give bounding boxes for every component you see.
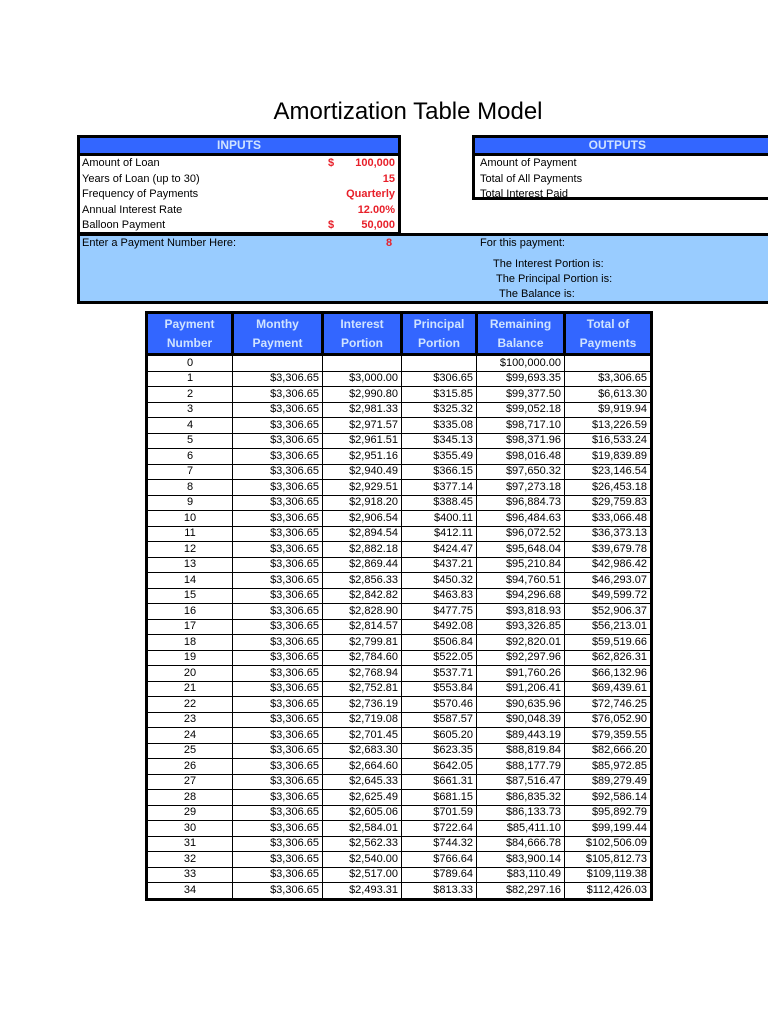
remaining-balance-cell: $82,297.16 [477, 883, 565, 900]
table-row [147, 852, 652, 868]
total-payments-cell: $66,132.96 [565, 666, 652, 682]
monthly-payment-cell: $3,306.65 [233, 821, 323, 837]
remaining-balance-cell: $88,819.84 [477, 743, 565, 759]
table-row [147, 402, 652, 418]
monthly-payment-cell: $3,306.65 [233, 805, 323, 821]
outputs-panel [472, 135, 768, 200]
monthly-payment-cell: $3,306.65 [233, 418, 323, 434]
column-header [233, 313, 323, 355]
payment-number-cell: 1 [147, 371, 233, 387]
monthly-payment-cell: $3,306.65 [233, 681, 323, 697]
column-header-line1: Total of [586, 316, 630, 331]
total-payments-cell: $59,519.66 [565, 635, 652, 651]
currency-symbol: $ [328, 157, 335, 169]
monthly-payment-cell: $3,306.65 [233, 743, 323, 759]
total-payments-cell: $9,919.94 [565, 402, 652, 418]
total-payments-cell: $23,146.54 [565, 464, 652, 480]
inputs-header: INPUTS [80, 138, 398, 156]
interest-portion-cell: $2,814.57 [323, 619, 402, 635]
payment-number-cell: 26 [147, 759, 233, 775]
remaining-balance-cell: $97,650.32 [477, 464, 565, 480]
payment-lookup-panel [77, 233, 768, 304]
table-row [147, 635, 652, 651]
table-row [147, 728, 652, 744]
column-header-line1: Monthy [256, 316, 299, 331]
interest-portion-cell: $2,645.33 [323, 774, 402, 790]
inputs-panel [77, 135, 401, 235]
monthly-payment-cell: $3,306.65 [233, 511, 323, 527]
payment-number-cell: 17 [147, 619, 233, 635]
principal-portion-cell: $570.46 [402, 697, 477, 713]
input-label: Balloon Payment [82, 219, 166, 231]
table-row [147, 418, 652, 434]
monthly-payment-cell: $3,306.65 [233, 402, 323, 418]
payment-number-cell: 2 [147, 387, 233, 403]
payment-number-cell: 28 [147, 790, 233, 806]
interest-portion-cell: $2,625.49 [323, 790, 402, 806]
interest-portion-cell: $2,894.54 [323, 526, 402, 542]
monthly-payment-cell: $3,306.65 [233, 712, 323, 728]
payment-number-cell: 3 [147, 402, 233, 418]
total-payments-cell: $109,119.38 [565, 867, 652, 883]
principal-portion-cell: $437.21 [402, 557, 477, 573]
remaining-balance-cell: $96,484.63 [477, 511, 565, 527]
interest-portion-cell: $2,869.44 [323, 557, 402, 573]
table-row [147, 883, 652, 900]
payment-number-cell: 9 [147, 495, 233, 511]
principal-portion-cell: $450.32 [402, 573, 477, 589]
remaining-balance-cell: $92,297.96 [477, 650, 565, 666]
principal-portion-cell: $642.05 [402, 759, 477, 775]
payment-number-cell: 18 [147, 635, 233, 651]
interest-portion-cell: $3,000.00 [323, 371, 402, 387]
interest-portion-cell: $2,990.80 [323, 387, 402, 403]
payment-number-cell: 11 [147, 526, 233, 542]
total-payments-cell: $92,586.14 [565, 790, 652, 806]
principal-portion-cell: $661.31 [402, 774, 477, 790]
table-row [147, 511, 652, 527]
payment-number-cell: 22 [147, 697, 233, 713]
payment-number-cell: 7 [147, 464, 233, 480]
monthly-payment-cell: $3,306.65 [233, 774, 323, 790]
interest-portion-cell: $2,799.81 [323, 635, 402, 651]
principal-portion-cell: $522.05 [402, 650, 477, 666]
total-payments-cell: $105,812.73 [565, 852, 652, 868]
principal-portion-cell: $315.85 [402, 387, 477, 403]
table-row [147, 355, 652, 372]
input-label: Years of Loan (up to 30) [82, 172, 200, 185]
payment-number-cell: 4 [147, 418, 233, 434]
total-payments-cell: $49,599.72 [565, 588, 652, 604]
interest-portion-cell: $2,540.00 [323, 852, 402, 868]
principal-portion-label: The Principal Portion is: [496, 273, 613, 285]
principal-portion-cell: $492.08 [402, 619, 477, 635]
remaining-balance-cell: $83,900.14 [477, 852, 565, 868]
principal-portion-cell: $681.15 [402, 790, 477, 806]
table-row [147, 526, 652, 542]
monthly-payment-cell: $3,306.65 [233, 557, 323, 573]
remaining-balance-cell: $87,516.47 [477, 774, 565, 790]
remaining-balance-cell: $92,820.01 [477, 635, 565, 651]
total-payments-cell: $36,373.13 [565, 526, 652, 542]
principal-portion-cell [402, 355, 477, 372]
monthly-payment-cell: $3,306.65 [233, 387, 323, 403]
column-header [565, 313, 652, 355]
table-row [147, 697, 652, 713]
interest-portion-cell: $2,768.94 [323, 666, 402, 682]
input-label: Frequency of Payments [82, 188, 199, 200]
interest-portion-cell: $2,951.16 [323, 449, 402, 465]
principal-portion-cell: $623.35 [402, 743, 477, 759]
interest-portion-cell [323, 355, 402, 372]
interest-portion-cell: $2,842.82 [323, 588, 402, 604]
interest-portion-cell: $2,961.51 [323, 433, 402, 449]
remaining-balance-cell: $89,443.19 [477, 728, 565, 744]
column-header-line2: Portion [418, 335, 460, 350]
interest-portion-cell: $2,918.20 [323, 495, 402, 511]
principal-portion-cell: $388.45 [402, 495, 477, 511]
total-payments-cell: $52,906.37 [565, 604, 652, 620]
principal-portion-cell: $722.64 [402, 821, 477, 837]
monthly-payment-cell: $3,306.65 [233, 836, 323, 852]
output-label-payment: Amount of Payment [480, 157, 577, 169]
payment-number-cell: 5 [147, 433, 233, 449]
interest-portion-cell: $2,856.33 [323, 573, 402, 589]
remaining-balance-cell: $99,377.50 [477, 387, 565, 403]
total-payments-cell: $13,226.59 [565, 418, 652, 434]
remaining-balance-cell: $91,206.41 [477, 681, 565, 697]
table-row [147, 759, 652, 775]
payment-number-cell: 10 [147, 511, 233, 527]
column-header-line2: Balance [497, 335, 544, 350]
total-payments-cell: $29,759.83 [565, 495, 652, 511]
total-payments-cell: $46,293.07 [565, 573, 652, 589]
table-row [147, 449, 652, 465]
remaining-balance-cell: $99,052.18 [477, 402, 565, 418]
principal-portion-cell: $553.84 [402, 681, 477, 697]
column-header-line2: Portion [341, 335, 383, 350]
input-value[interactable]: Quarterly [346, 188, 395, 200]
total-payments-cell: $62,826.31 [565, 650, 652, 666]
monthly-payment-cell: $3,306.65 [233, 573, 323, 589]
remaining-balance-cell: $90,048.39 [477, 712, 565, 728]
payment-number-cell: 23 [147, 712, 233, 728]
input-value[interactable]: 15 [382, 172, 395, 185]
monthly-payment-cell: $3,306.65 [233, 759, 323, 775]
table-row [147, 619, 652, 635]
table-row [147, 666, 652, 682]
input-row [80, 218, 398, 234]
principal-portion-cell: $744.32 [402, 836, 477, 852]
currency-symbol: $ [328, 219, 335, 231]
monthly-payment-cell [233, 355, 323, 372]
interest-portion-cell: $2,584.01 [323, 821, 402, 837]
column-header [402, 313, 477, 355]
monthly-payment-cell: $3,306.65 [233, 790, 323, 806]
remaining-balance-cell: $100,000.00 [477, 355, 565, 372]
interest-portion-cell: $2,906.54 [323, 511, 402, 527]
payment-number-cell: 34 [147, 883, 233, 900]
table-row [147, 371, 652, 387]
column-header [323, 313, 402, 355]
payment-number-cell: 6 [147, 449, 233, 465]
table-row [147, 387, 652, 403]
interest-portion-cell: $2,562.33 [323, 836, 402, 852]
principal-portion-cell: $366.15 [402, 464, 477, 480]
interest-portion-cell: $2,981.33 [323, 402, 402, 418]
remaining-balance-cell: $96,072.52 [477, 526, 565, 542]
table-row [147, 604, 652, 620]
remaining-balance-cell: $95,648.04 [477, 542, 565, 558]
interest-portion-cell: $2,940.49 [323, 464, 402, 480]
principal-portion-cell: $813.33 [402, 883, 477, 900]
remaining-balance-cell: $98,717.10 [477, 418, 565, 434]
remaining-balance-cell: $97,273.18 [477, 480, 565, 496]
monthly-payment-cell: $3,306.65 [233, 464, 323, 480]
payment-number-cell: 0 [147, 355, 233, 372]
input-row [80, 187, 398, 203]
payment-number-cell: 32 [147, 852, 233, 868]
table-row [147, 433, 652, 449]
remaining-balance-cell: $94,296.68 [477, 588, 565, 604]
column-header-line1: Remaining [489, 316, 552, 331]
interest-portion-cell: $2,882.18 [323, 542, 402, 558]
column-header-line2: Number [166, 335, 213, 350]
payment-number-cell: 19 [147, 650, 233, 666]
total-payments-cell: $99,199.44 [565, 821, 652, 837]
total-payments-cell: $69,439.61 [565, 681, 652, 697]
balance-label: The Balance is: [499, 288, 575, 300]
interest-portion-cell: $2,719.08 [323, 712, 402, 728]
principal-portion-cell: $345.13 [402, 433, 477, 449]
monthly-payment-cell: $3,306.65 [233, 728, 323, 744]
monthly-payment-cell: $3,306.65 [233, 433, 323, 449]
interest-portion-cell: $2,828.90 [323, 604, 402, 620]
payment-number-cell: 8 [147, 480, 233, 496]
table-row [147, 464, 652, 480]
monthly-payment-cell: $3,306.65 [233, 697, 323, 713]
table-row [147, 495, 652, 511]
monthly-payment-cell: $3,306.65 [233, 604, 323, 620]
remaining-balance-cell: $98,016.48 [477, 449, 565, 465]
remaining-balance-cell: $91,760.26 [477, 666, 565, 682]
payment-number-input[interactable]: 8 [386, 237, 393, 249]
principal-portion-cell: $587.57 [402, 712, 477, 728]
principal-portion-cell: $605.20 [402, 728, 477, 744]
total-payments-cell: $6,613.30 [565, 387, 652, 403]
monthly-payment-cell: $3,306.65 [233, 867, 323, 883]
remaining-balance-cell: $98,371.96 [477, 433, 565, 449]
remaining-balance-cell: $93,818.93 [477, 604, 565, 620]
remaining-balance-cell: $95,210.84 [477, 557, 565, 573]
amortization-table [145, 311, 653, 901]
total-payments-cell: $33,066.48 [565, 511, 652, 527]
principal-portion-cell: $506.84 [402, 635, 477, 651]
remaining-balance-cell: $85,411.10 [477, 821, 565, 837]
remaining-balance-cell: $94,760.51 [477, 573, 565, 589]
input-value[interactable]: 50,000 [361, 219, 395, 231]
total-payments-cell: $79,359.55 [565, 728, 652, 744]
total-payments-cell: $89,279.49 [565, 774, 652, 790]
column-header-line1: Interest [340, 316, 384, 331]
column-header-line1: Principal [413, 316, 465, 331]
monthly-payment-cell: $3,306.65 [233, 666, 323, 682]
payment-number-cell: 27 [147, 774, 233, 790]
total-payments-cell: $3,306.65 [565, 371, 652, 387]
principal-portion-cell: $335.08 [402, 418, 477, 434]
column-header [477, 313, 565, 355]
total-payments-cell: $85,972.85 [565, 759, 652, 775]
payment-number-cell: 12 [147, 542, 233, 558]
principal-portion-cell: $325.32 [402, 402, 477, 418]
column-header-line2: Payment [252, 335, 303, 350]
payment-number-cell: 21 [147, 681, 233, 697]
payment-number-cell: 14 [147, 573, 233, 589]
interest-portion-cell: $2,683.30 [323, 743, 402, 759]
input-value[interactable]: 100,000 [355, 157, 395, 169]
monthly-payment-cell: $3,306.65 [233, 588, 323, 604]
principal-portion-cell: $355.49 [402, 449, 477, 465]
payment-number-prompt: Enter a Payment Number Here: [82, 237, 237, 249]
interest-portion-cell: $2,929.51 [323, 480, 402, 496]
total-payments-cell: $42,986.42 [565, 557, 652, 573]
total-payments-cell: $19,839.89 [565, 449, 652, 465]
monthly-payment-cell: $3,306.65 [233, 526, 323, 542]
remaining-balance-cell: $83,110.49 [477, 867, 565, 883]
table-row [147, 836, 652, 852]
table-row [147, 557, 652, 573]
total-payments-cell: $76,052.90 [565, 712, 652, 728]
interest-portion-cell: $2,701.45 [323, 728, 402, 744]
remaining-balance-cell: $86,133.73 [477, 805, 565, 821]
monthly-payment-cell: $3,306.65 [233, 371, 323, 387]
total-payments-cell: $16,533.24 [565, 433, 652, 449]
principal-portion-cell: $424.47 [402, 542, 477, 558]
payment-number-cell: 33 [147, 867, 233, 883]
principal-portion-cell: $766.64 [402, 852, 477, 868]
monthly-payment-cell: $3,306.65 [233, 650, 323, 666]
table-row [147, 743, 652, 759]
table-row [147, 774, 652, 790]
output-label-total-payments: Total of All Payments [480, 172, 583, 185]
monthly-payment-cell: $3,306.65 [233, 635, 323, 651]
interest-portion-cell: $2,971.57 [323, 418, 402, 434]
output-label-total-interest: Total Interest Paid [480, 188, 569, 200]
input-value[interactable]: 12.00% [357, 203, 395, 216]
page-title: Amortization Table Model [273, 98, 543, 125]
interest-portion-cell: $2,517.00 [323, 867, 402, 883]
table-row [147, 821, 652, 837]
column-header-line2: Payments [579, 335, 637, 350]
payment-number-cell: 30 [147, 821, 233, 837]
outputs-header: OUTPUTS [475, 138, 768, 156]
payment-number-cell: 29 [147, 805, 233, 821]
monthly-payment-cell: $3,306.65 [233, 542, 323, 558]
payment-number-cell: 24 [147, 728, 233, 744]
principal-portion-cell: $701.59 [402, 805, 477, 821]
total-payments-cell: $56,213.01 [565, 619, 652, 635]
remaining-balance-cell: $86,835.32 [477, 790, 565, 806]
principal-portion-cell: $537.71 [402, 666, 477, 682]
total-payments-cell: $112,426.03 [565, 883, 652, 900]
monthly-payment-cell: $3,306.65 [233, 852, 323, 868]
column-header [147, 313, 233, 355]
payment-number-cell: 15 [147, 588, 233, 604]
interest-portion-cell: $2,664.60 [323, 759, 402, 775]
remaining-balance-cell: $90,635.96 [477, 697, 565, 713]
total-payments-cell: $102,506.09 [565, 836, 652, 852]
interest-portion-label: The Interest Portion is: [493, 258, 604, 270]
total-payments-cell: $82,666.20 [565, 743, 652, 759]
payment-number-cell: 20 [147, 666, 233, 682]
monthly-payment-cell: $3,306.65 [233, 449, 323, 465]
table-row [147, 790, 652, 806]
total-payments-cell: $72,746.25 [565, 697, 652, 713]
input-label: Amount of Loan [82, 157, 160, 169]
remaining-balance-cell: $88,177.79 [477, 759, 565, 775]
input-label: Annual Interest Rate [82, 203, 183, 216]
interest-portion-cell: $2,784.60 [323, 650, 402, 666]
principal-portion-cell: $789.64 [402, 867, 477, 883]
principal-portion-cell: $377.14 [402, 480, 477, 496]
table-row [147, 712, 652, 728]
total-payments-cell: $95,892.79 [565, 805, 652, 821]
principal-portion-cell: $306.65 [402, 371, 477, 387]
monthly-payment-cell: $3,306.65 [233, 619, 323, 635]
table-row [147, 480, 652, 496]
principal-portion-cell: $463.83 [402, 588, 477, 604]
table-row [147, 805, 652, 821]
table-row [147, 588, 652, 604]
column-header-line1: Payment [164, 316, 215, 331]
input-row [80, 156, 398, 172]
input-row [80, 172, 398, 188]
payment-number-cell: 31 [147, 836, 233, 852]
monthly-payment-cell: $3,306.65 [233, 495, 323, 511]
monthly-payment-cell: $3,306.65 [233, 883, 323, 900]
principal-portion-cell: $412.11 [402, 526, 477, 542]
table-row [147, 573, 652, 589]
for-this-payment-label: For this payment: [480, 237, 565, 249]
remaining-balance-cell: $96,884.73 [477, 495, 565, 511]
table-row [147, 650, 652, 666]
payment-number-cell: 16 [147, 604, 233, 620]
principal-portion-cell: $400.11 [402, 511, 477, 527]
payment-number-cell: 25 [147, 743, 233, 759]
interest-portion-cell: $2,493.31 [323, 883, 402, 900]
interest-portion-cell: $2,736.19 [323, 697, 402, 713]
remaining-balance-cell: $93,326.85 [477, 619, 565, 635]
table-row [147, 681, 652, 697]
payment-number-cell: 13 [147, 557, 233, 573]
table-row [147, 542, 652, 558]
input-row [80, 203, 398, 219]
total-payments-cell: $39,679.78 [565, 542, 652, 558]
total-payments-cell: $26,453.18 [565, 480, 652, 496]
remaining-balance-cell: $84,666.78 [477, 836, 565, 852]
monthly-payment-cell: $3,306.65 [233, 480, 323, 496]
principal-portion-cell: $477.75 [402, 604, 477, 620]
remaining-balance-cell: $99,693.35 [477, 371, 565, 387]
interest-portion-cell: $2,605.06 [323, 805, 402, 821]
table-row [147, 867, 652, 883]
interest-portion-cell: $2,752.81 [323, 681, 402, 697]
total-payments-cell [565, 355, 652, 372]
